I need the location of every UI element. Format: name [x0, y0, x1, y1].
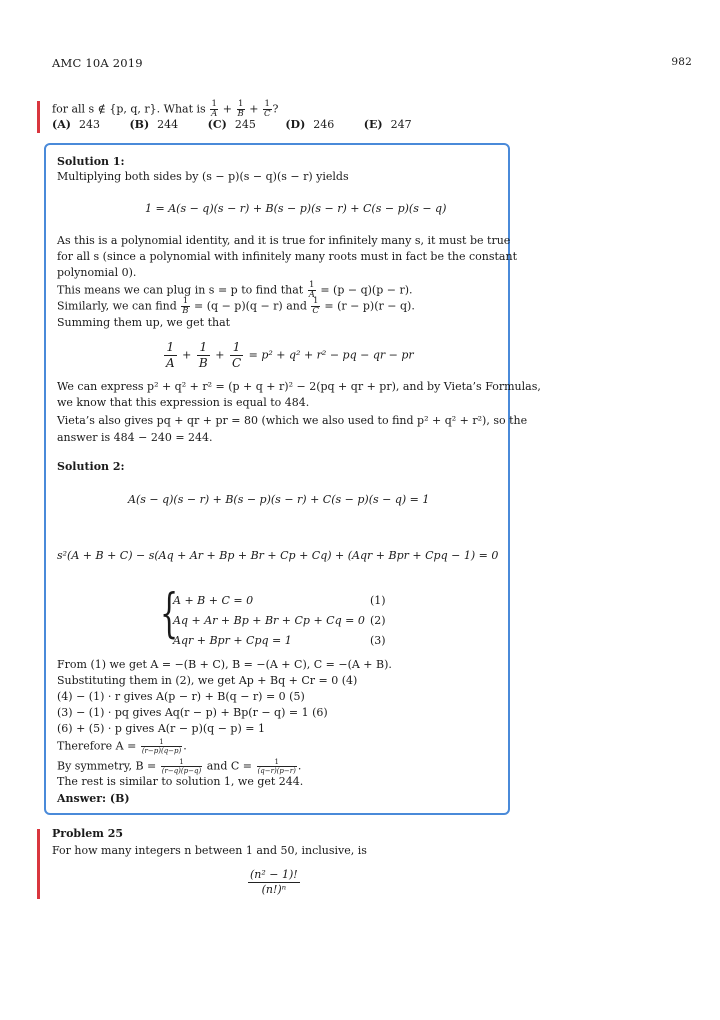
solution2-step: (3) − (1) · pq gives Aq(r − p) + Bp(r − q) = 1 (6) — [57, 706, 328, 719]
choice-value: 243 — [78, 118, 100, 131]
solution2-step: Substituting them in (2), we get Ap + Bq + Cr = 0 (4) — [57, 674, 358, 687]
solution2-rest: The rest is similar to solution 1, we get 244. — [57, 775, 304, 788]
solution2-step: (6) + (5) · p gives A(r − p)(q − p) = 1 — [57, 722, 265, 735]
solution2-equation2: s²(A + B + C) − s(Aq + Ar + Bp + Br + Cp + Cq) + (Aqr + Bpr + Cpq − 1) = 0 — [57, 549, 499, 562]
choice-value: 246 — [313, 118, 335, 131]
problem25-title: Problem 25 — [52, 827, 124, 840]
solution2-step: From (1) we get A = −(B + C), B = −(A + C), C = −(A + B). — [57, 658, 392, 671]
solution1-para-line: for all s (since a polynomial with infinitely many roots must in fact be the constant — [57, 250, 517, 263]
choice-label: (C) — [207, 118, 227, 131]
solution1-similar-line: Similarly, we can find $\frac{1}{B}$ = (q − p)(q − r) and $\frac{1}{C}$ = (r − p)(r − q). — [57, 296, 415, 316]
solution1-para-line: As this is a polynomial identity, and it is true for infinitely many s, it must be true — [57, 234, 511, 247]
running-header: AMC 10A 2019 — [52, 56, 143, 70]
choice-label: (E) — [363, 118, 383, 131]
solution1-vieta-line: We can express p² + q² + r² = (p + q + r)² − 2(pq + qr + pr), and by Vieta’s Formulas, — [57, 380, 541, 393]
system-equation: Aqr + Bpr + Cpq = 1 — [173, 634, 292, 647]
solution1-vieta-line: Vieta’s also gives pq + qr + pr = 80 (which we also used to find p² + q² + r²), so the — [57, 414, 528, 427]
solution1-summing: Summing them up, we get that — [57, 316, 231, 329]
solution1-plug-line: This means we can plug in s = p to find that $\frac{1}{A}$ = (p − q)(p − r). — [57, 280, 413, 300]
solution1-vieta-line: we know that this expression is equal to 484. — [57, 396, 310, 409]
equation-number: (2) — [370, 614, 386, 627]
solution2-equation1: A(s − q)(s − r) + B(s − p)(s − r) + C(s − p)(s − q) = 1 — [128, 493, 430, 506]
problem25-fraction: $\frac{\text{(n² − 1)!}}{\text{(n!)ⁿ}}$ — [250, 868, 298, 896]
problem24-question: for all s ∉ {p, q, r}. What is $\frac{1}{A}$ + $\frac{1}{B}$ + $\frac{1}{C}$ ? — [52, 99, 279, 119]
solution1-title: Solution 1: — [57, 155, 125, 168]
solution1-equation1: 1 = A(s − q)(s − r) + B(s − p)(s − r) + C(s − p)(s − q) — [145, 202, 447, 215]
choice-label: (B) — [129, 118, 150, 131]
solution2-step: (4) − (1) · r gives A(p − r) + B(q − r) = 0 (5) — [57, 690, 305, 703]
page-number: 982 — [671, 56, 692, 68]
solution2-therefore: Therefore A = $\frac{1}{(r-p)(q-p)}$ . — [57, 738, 187, 755]
solution1-para-line: polynomial 0). — [57, 266, 137, 279]
problem-accent-bar — [37, 829, 40, 899]
choice-value: 244 — [157, 118, 179, 131]
answer-label: Answer: (B) — [57, 792, 130, 805]
choice-label: (A) — [52, 118, 71, 131]
choice-value: 247 — [390, 118, 412, 131]
equation-number: (1) — [370, 594, 386, 607]
choice-label: (D) — [285, 118, 306, 131]
choice-value: 245 — [234, 118, 256, 131]
problem-accent-bar — [37, 101, 40, 133]
solution2-title: Solution 2: — [57, 460, 125, 473]
problem25-text: For how many integers n between 1 and 50, inclusive, is — [52, 844, 367, 857]
equation-number: (3) — [370, 634, 386, 647]
solution1-equation2: $\frac{1}{A}$ + $\frac{1}{B}$ + $\frac{1}{C}$ = p² + q² + r² − pq − qr − pr — [166, 340, 414, 370]
solution2-symmetry: By symmetry, B = $\frac{1}{(r-q)(p-q)}$ and C = $\frac{1}{(q-r)(p-r)}$ . — [57, 758, 302, 775]
solution1-intro: Multiplying both sides by (s − p)(s − q)(s − r) yields — [57, 170, 349, 183]
answer-choices — [52, 118, 438, 132]
system-equation: Aq + Ar + Bp + Br + Cp + Cq = 0 — [173, 614, 365, 627]
system-equation: A + B + C = 0 — [173, 594, 254, 607]
left-brace: { — [160, 584, 179, 644]
solution1-vieta-line: answer is 484 − 240 = 244. — [57, 431, 213, 444]
